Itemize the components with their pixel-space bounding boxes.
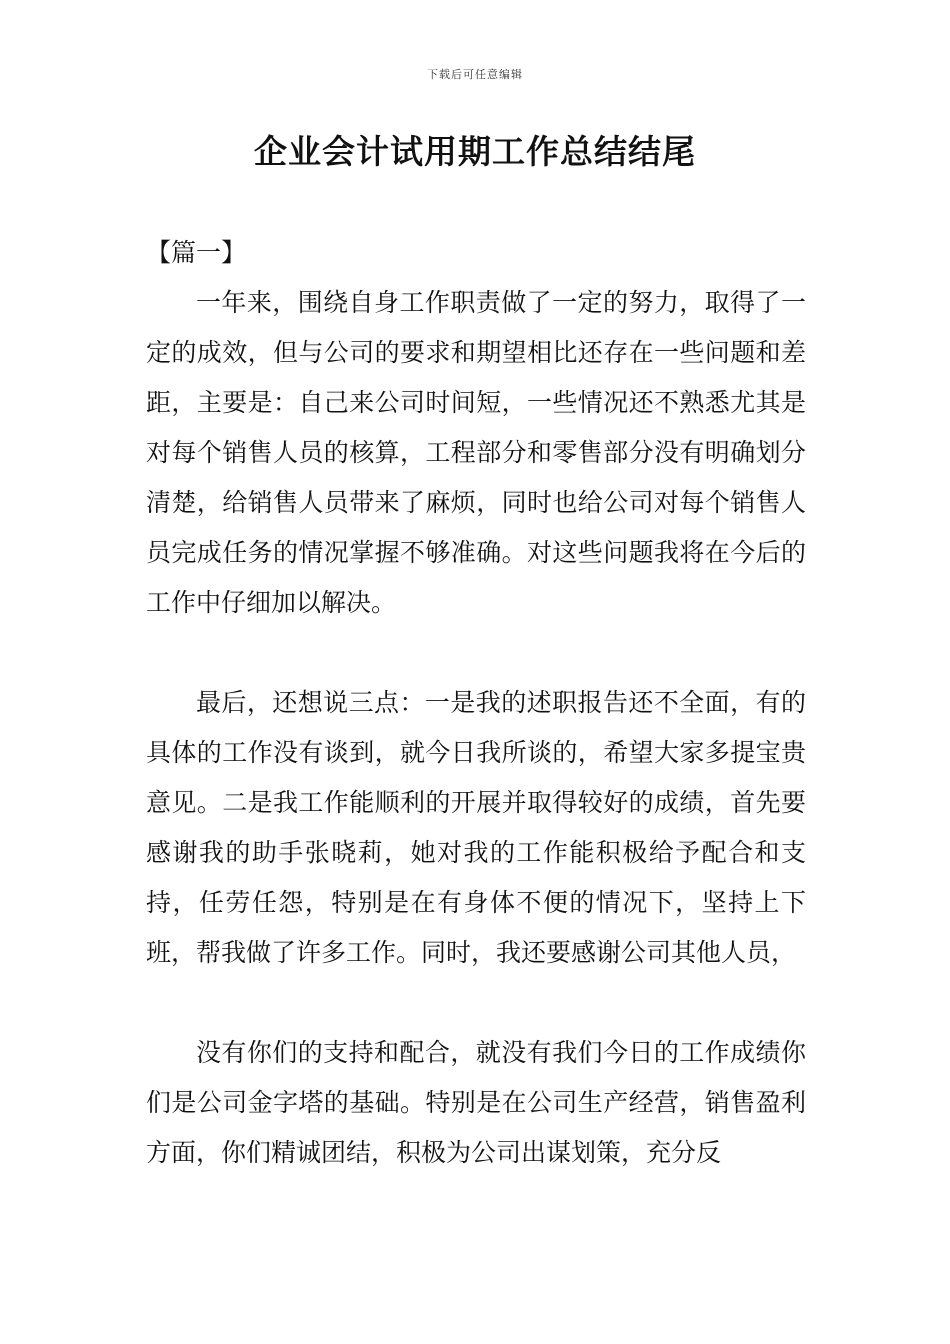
document-body	[146, 228, 806, 1178]
paragraph-1: 一年来，围绕自身工作职责做了一定的努力，取得了一定的成效，但与公司的要求和期望相比还存在一些问题和差距，主要是：自己来公司时间短，一些情况还不熟悉尤其是对每个销售人员的核算，工程部分和零售部分没有明确划分清楚，给销售人员带来了麻烦，同时也给公司对每个销售人员完成任务的情况掌握不够准确。对这些问题我将在今后的工作中仔细加以解决。	[146, 288, 806, 617]
paragraph-3: 没有你们的支持和配合，就没有我们今日的工作成绩你们是公司金字塔的基础。特别是在公司生产经营，销售盈利方面，你们精诚团结，积极为公司出谋划策，充分反	[146, 1038, 806, 1167]
paragraph-gap	[146, 978, 806, 1028]
header-note: 下载后可任意编辑	[427, 68, 523, 81]
section-label: 【篇一】	[146, 238, 247, 267]
paragraph-2: 最后，还想说三点：一是我的述职报告还不全面，有的具体的工作没有谈到，就今日我所谈的，希望大家多提宝贵意见。二是我工作能顺利的开展并取得较好的成绩，首先要感谢我的助手张晓莉，她对我的工作能积极给予配合和支持，任劳任怨，特别是在有身体不便的情况下，坚持上下班，帮我做了许多工作。同时，我还要感谢公司其他人员，	[146, 688, 806, 967]
paragraph-gap	[146, 628, 806, 678]
document-title: 企业会计试用期工作总结结尾	[254, 132, 696, 171]
